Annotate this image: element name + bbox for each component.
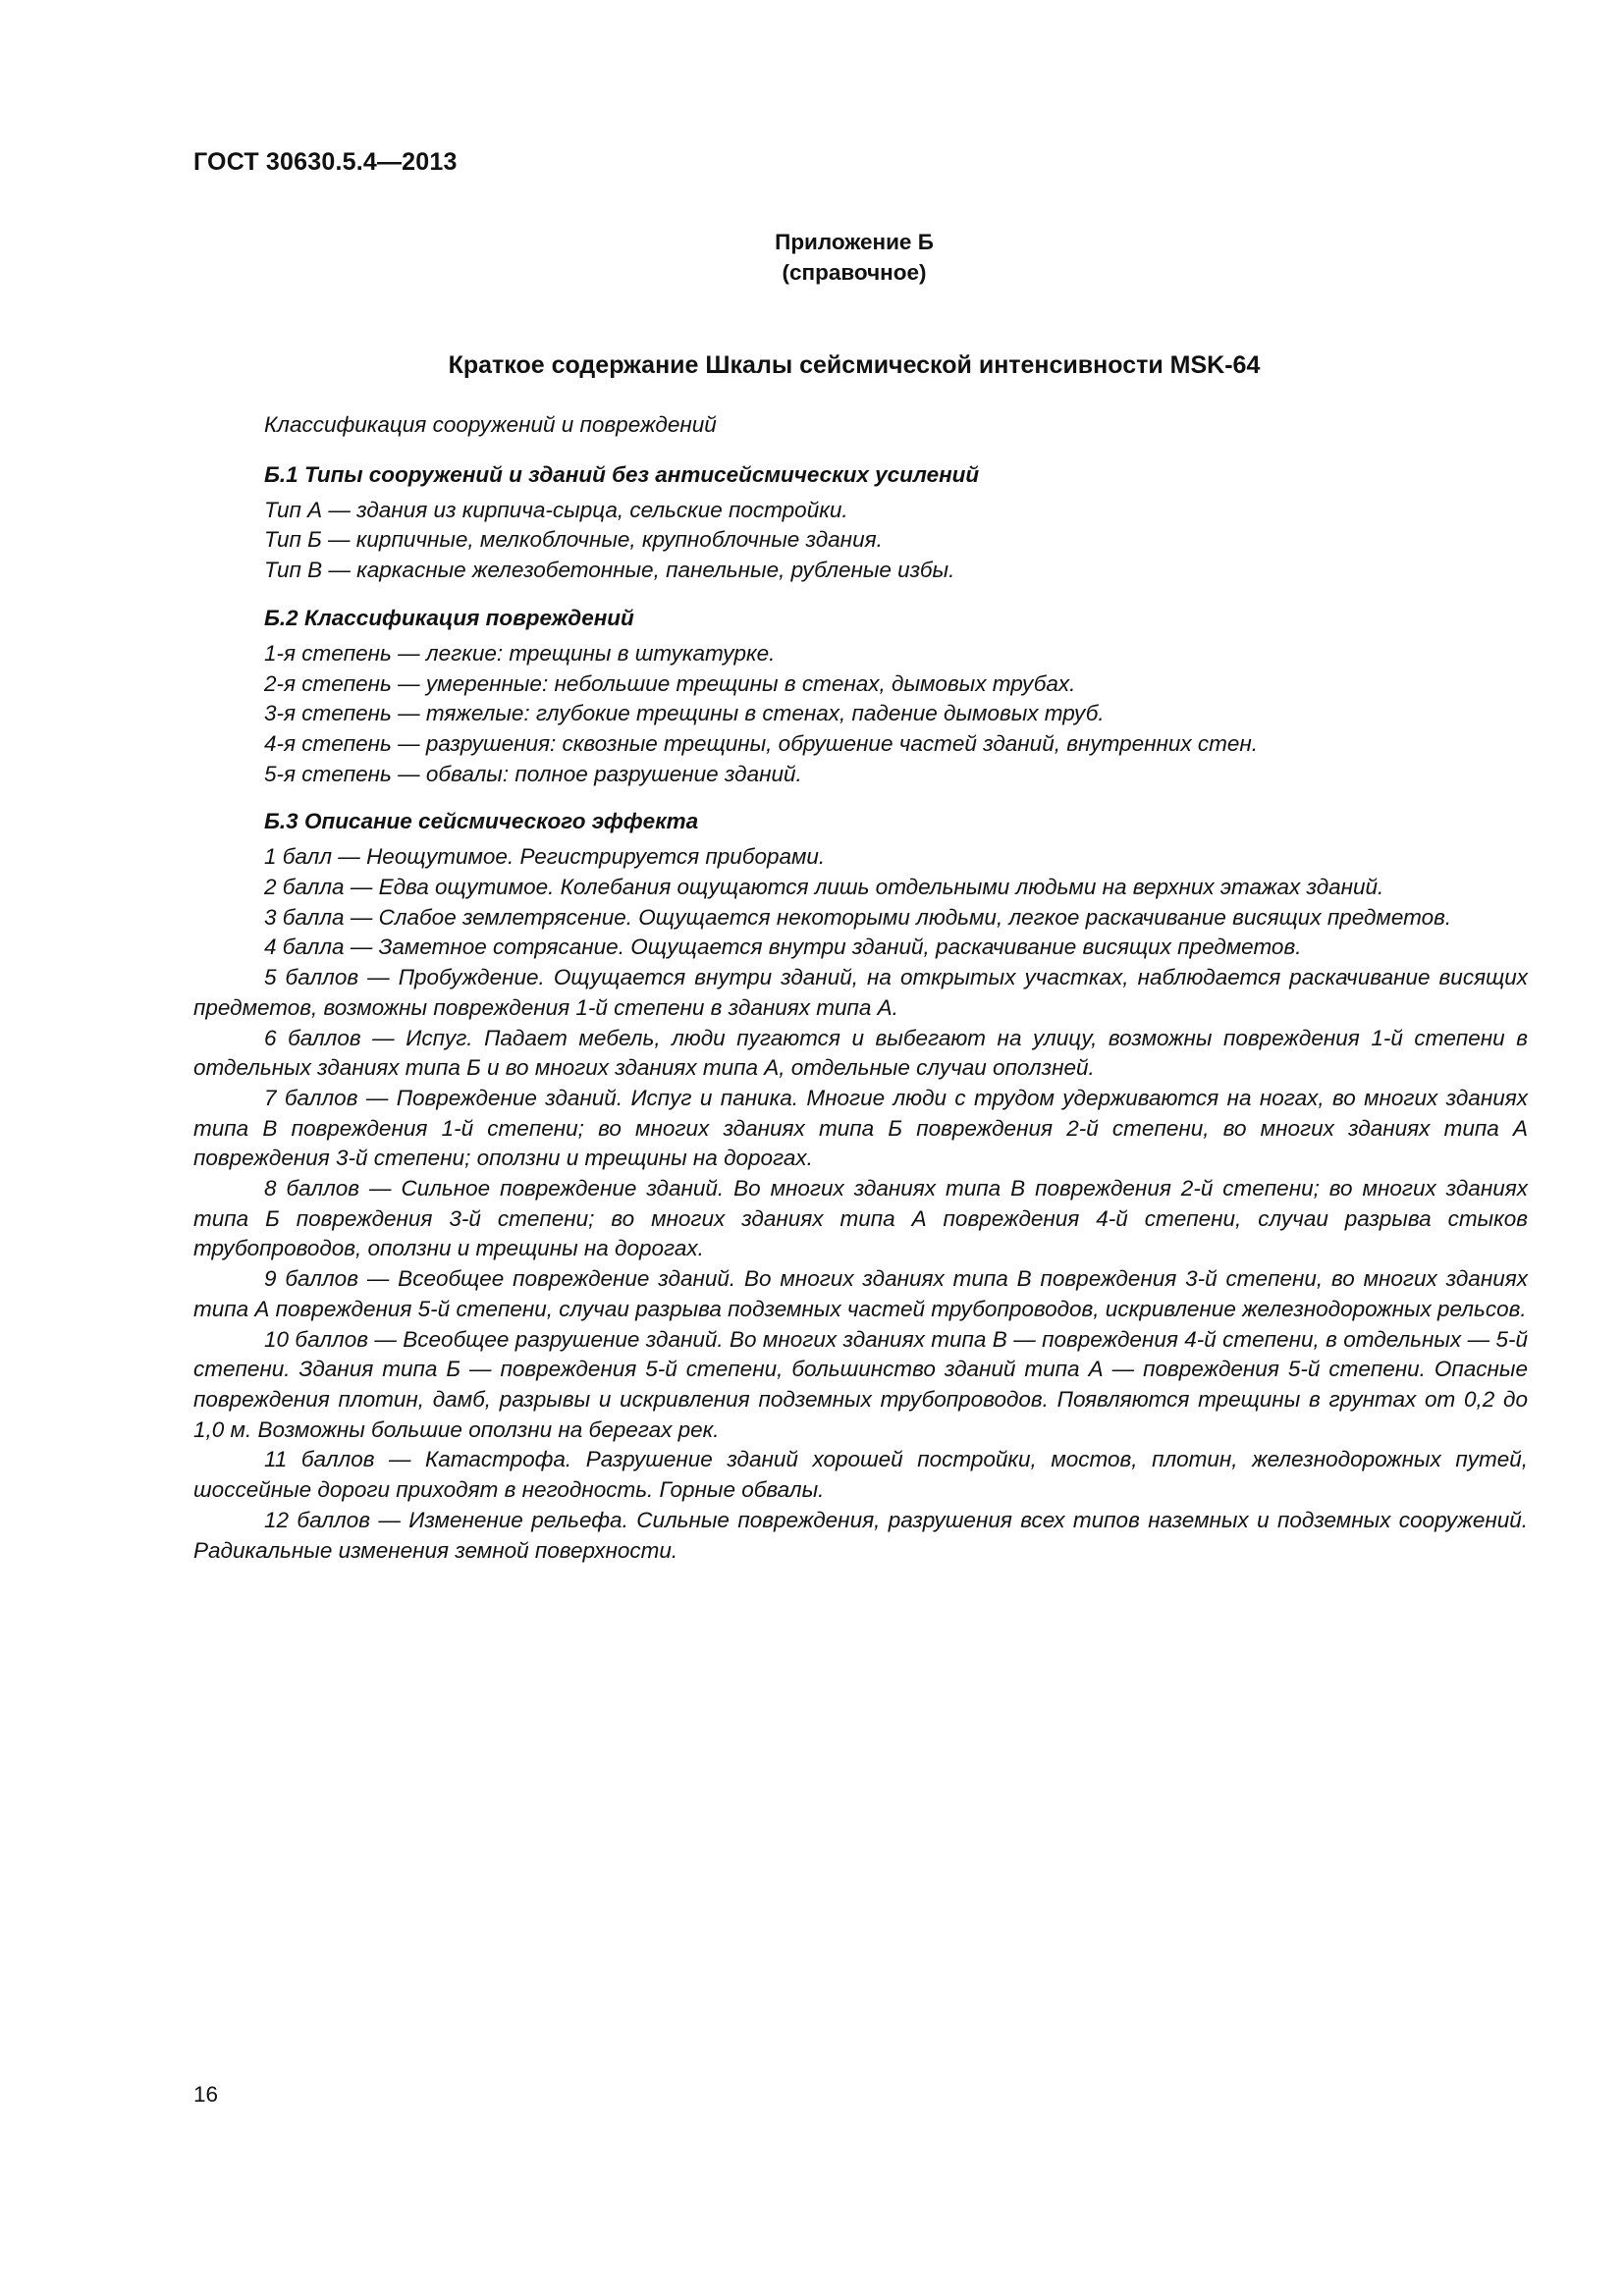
document-title: Краткое содержание Шкалы сейсмической интенсивности MSK-64 xyxy=(448,351,1261,379)
list-item: 4 балла — Заметное сотрясание. Ощущается внутри зданий, раскачивание висящих предметов. xyxy=(264,934,1302,960)
list-item: Тип А — здания из кирпича-сырца, сельские постройки. xyxy=(264,497,848,522)
list-item: 1 балл — Неощутимое. Регистрируется приборами. xyxy=(264,844,826,870)
list-item: Тип В — каркасные железобетонные, панельные, рубленые избы. xyxy=(264,558,955,583)
list-item: 4-я степень — разрушения: сквозные трещины, обрушение частей зданий, внутренних стен. xyxy=(264,730,1259,756)
list-item: 11 баллов — Катастрофа. Разрушение зданий хорошей постройки, мостов, плотин, железнодорожных путей, шоссейные дороги приходят в негодность. Горные обвалы. xyxy=(193,1447,1528,1503)
list-item: 5-я степень — обвалы: полное разрушение зданий. xyxy=(264,761,802,786)
list-item: 12 баллов — Изменение рельефа. Сильные повреждения, разрушения всех типов наземных и подземных сооружений. Радикальные изменения земной поверхности. xyxy=(193,1507,1528,1563)
damage-classes-list xyxy=(193,639,1528,790)
page-header-standard: ГОСТ 30630.5.4—2013 xyxy=(193,148,458,176)
appendix-heading xyxy=(0,227,1624,288)
section-heading: Б.1 Типы сооружений и зданий без антисейсмических усилений xyxy=(264,461,980,487)
page-number: 16 xyxy=(193,2082,219,2107)
list-item: 10 баллов — Всеобщее разрушение зданий. Во многих зданиях типа В — повреждения 4-й степени, в отдельных — 5-й степени. Здания типа Б — повреждения 5-й степени, большинство зданий типа А — повреждения 5-й степени. Опасные повреждения плотин, дамб, разрывы и искривления подземных трубопроводов. Появляются трещины в грунтах от 0,2 до 1,0 м. Возможны большие оползни на берегах рек. xyxy=(193,1326,1528,1442)
building-types-list xyxy=(193,496,1528,586)
section-damage-classes xyxy=(193,602,1528,790)
list-item: 6 баллов — Испуг. Падает мебель, люди пугаются и выбегают на улицу, возможны повреждения 1-й степени в отдельных зданиях типа Б и во многих зданиях типа А, отдельные случаи оползней. xyxy=(193,1025,1528,1081)
list-item: 1-я степень — легкие: трещины в штукатурке. xyxy=(264,640,776,666)
section-heading: Б.3 Описание сейсмического эффекта xyxy=(264,809,699,834)
intro-text: Классификация сооружений и повреждений xyxy=(264,412,717,437)
seismic-effects-list xyxy=(193,842,1528,1566)
list-item: 9 баллов — Всеобщее повреждение зданий. Во многих зданиях типа В повреждения 3-й степени, во многих зданиях типа А повреждения 5-й степени, случаи разрыва подземных частей трубопроводов, искривление железнодорожных рельсов. xyxy=(193,1266,1528,1321)
list-item: 7 баллов — Повреждение зданий. Испуг и паника. Многие люди с трудом удерживаются на ногах, во многих зданиях типа В повреждения 1-й степени; во многих зданиях типа Б повреждения 2-й степени, во многих зданиях типа А повреждения 3-й степени; оползни и трещины на дорогах. xyxy=(193,1085,1528,1171)
list-item: Тип Б — кирпичные, мелкоблочные, крупноблочные здания. xyxy=(264,527,883,553)
list-item: 2-я степень — умеренные: небольшие трещины в стенах, дымовых трубах. xyxy=(264,670,1076,696)
list-item: 8 баллов — Сильное повреждение зданий. Во многих зданиях типа В повреждения 2-й степени; во многих зданиях типа Б повреждения 3-й степени; во многих зданиях типа А повреждения 4-й степени, случаи разрыва стыков трубопроводов, оползни и трещины на дорогах. xyxy=(193,1176,1528,1261)
list-item: 3 балла — Слабое землетрясение. Ощущается некоторыми людьми, легкое раскачивание висящих предметов. xyxy=(264,904,1452,930)
list-item: 3-я степень — тяжелые: глубокие трещины в стенах, падение дымовых труб. xyxy=(264,701,1105,726)
list-item: 5 баллов — Пробуждение. Ощущается внутри зданий, на открытых участках, наблюдается раскачивание висящих предметов, возможны повреждения 1-й степени в зданиях типа А. xyxy=(193,965,1528,1020)
list-item: 2 балла — Едва ощутимое. Колебания ощущаются лишь отдельными людьми на верхних этажах зданий. xyxy=(264,875,1384,900)
section-seismic-effects xyxy=(193,805,1528,1566)
appendix-type: (справочное) xyxy=(782,260,927,285)
section-heading: Б.2 Классификация повреждений xyxy=(264,605,634,630)
appendix-label: Приложение Б xyxy=(775,230,934,254)
section-building-types xyxy=(193,458,1528,586)
document-body xyxy=(193,410,1528,1566)
